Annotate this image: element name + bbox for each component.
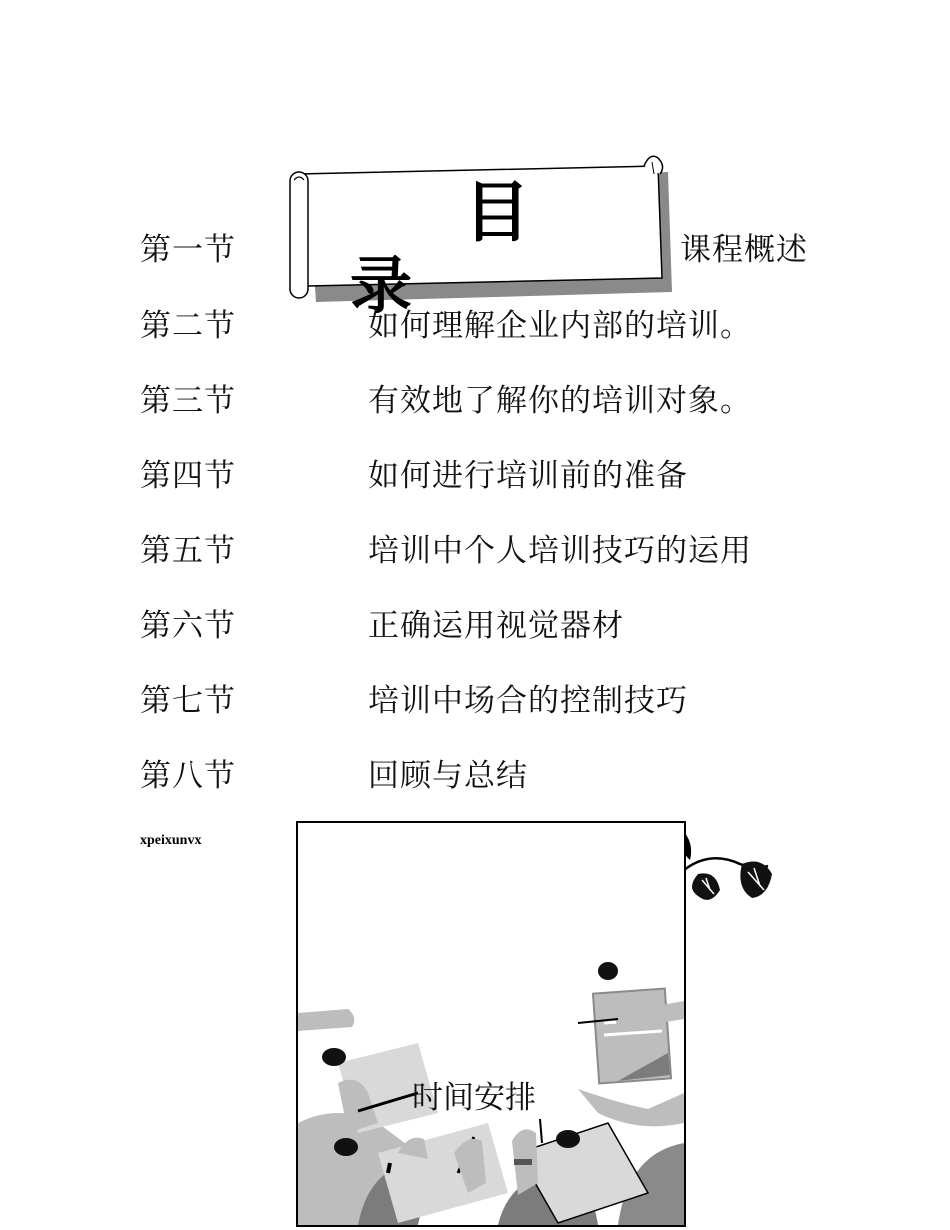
toc-row	[0, 606, 950, 646]
toc-number: 第八节	[140, 758, 236, 794]
toc-title: 有效地了解你的培训对象。	[368, 383, 752, 419]
toc-number: 第四节	[140, 458, 236, 494]
toc-row	[0, 681, 950, 721]
toc-number: 第五节	[140, 533, 236, 569]
toc-row	[0, 306, 950, 346]
leaves-icon	[680, 830, 775, 914]
toc-number: 第七节	[140, 683, 236, 719]
toc-number: 第六节	[140, 608, 236, 644]
toc-row	[0, 531, 950, 571]
toc-title: 如何理解企业内部的培训。	[368, 308, 752, 344]
toc-number: 第二节	[140, 308, 236, 344]
toc-row	[0, 381, 950, 421]
banner-title-char2: 录	[350, 249, 413, 322]
toc-title: 培训中个人培训技巧的运用	[368, 533, 752, 569]
toc-title: 如何进行培训前的准备	[368, 458, 688, 494]
toc-title: 培训中场合的控制技巧	[368, 683, 688, 719]
meeting-illustration	[296, 821, 686, 1227]
toc-title: 回顾与总结	[368, 758, 528, 794]
toc-row	[0, 756, 950, 796]
illustration-caption: 时间安排	[412, 1080, 536, 1116]
toc-row	[0, 230, 950, 270]
toc-row	[0, 456, 950, 496]
toc-title: 正确运用视觉器材	[368, 608, 624, 644]
footer-code: xpeixunvx	[140, 833, 202, 848]
toc-number: 第一节	[140, 232, 236, 268]
banner-title-char1: 目	[464, 174, 530, 251]
toc-title: 课程概述	[680, 232, 808, 268]
toc-number: 第三节	[140, 383, 236, 419]
